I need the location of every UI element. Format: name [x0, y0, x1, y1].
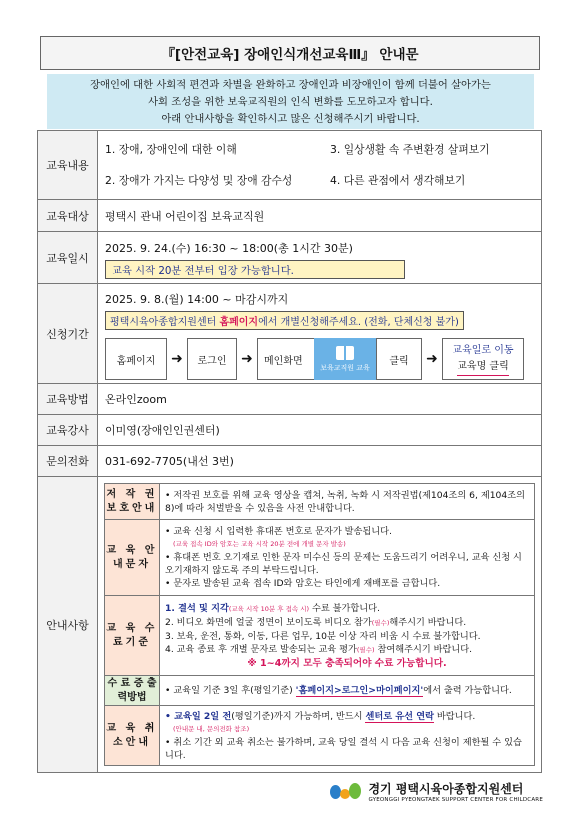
- criteria-text: 수료 불가합니다.: [309, 602, 380, 614]
- step-login: 로그인: [187, 338, 237, 380]
- date-value: 2025. 9. 24.(수) 16:30 ~ 18:00(총 1시간 30분): [105, 242, 353, 255]
- topic-item: 2. 장애가 가지는 다양성 및 장애 감수성: [105, 174, 293, 187]
- instructor-label: 교육강사: [38, 415, 98, 446]
- method-value: 온라인zoom: [98, 384, 542, 415]
- cancel-text: 바랍니다.: [434, 710, 476, 722]
- arrow-right-icon: ➜: [426, 351, 438, 367]
- certificate-path: '홈페이지>로그인>마이페이지': [295, 685, 424, 696]
- arrow-right-icon: ➜: [241, 351, 253, 367]
- step-course: [442, 338, 524, 380]
- topic-item: 4. 다른 관점에서 생각해보기: [330, 174, 466, 187]
- topic-item: 1. 장애, 장애인에 대한 이해: [105, 143, 237, 156]
- criteria-line: [165, 616, 529, 630]
- cancel-strong: • 교육일 2일 전: [165, 710, 232, 722]
- apply-deadline: 2025. 9. 8.(월) 14:00 ~ 마감시까지: [105, 293, 289, 306]
- certificate-text: • 교육일 기준 3일 후(평일기준): [165, 685, 296, 696]
- contact-label: 문의전화: [38, 446, 98, 477]
- criteria-small: (필수): [371, 618, 390, 627]
- step-click: 클릭: [377, 338, 422, 380]
- content-label: 교육내용: [38, 131, 98, 200]
- target-value: 평택시 관내 어린이집 보육교직원: [98, 200, 542, 232]
- copyright-label: 저 작 권 보호안내: [105, 484, 160, 520]
- sms-line: • 교육 신청 시 입력한 휴대폰 번호로 문자가 발송됩니다.: [165, 526, 392, 537]
- step-main: [257, 338, 377, 380]
- criteria-line: [165, 643, 529, 657]
- intro-line: 사회 조성을 위한 보육교직원의 인식 변화를 도모하고자 합니다.: [148, 96, 433, 108]
- info-table: [37, 130, 542, 773]
- intro-box: [47, 74, 534, 129]
- certificate-text: 에서 출력 가능합니다.: [423, 685, 512, 696]
- intro-line: 아래 안내사항을 확인하시고 많은 신청해주시기 바랍니다.: [161, 113, 420, 125]
- criteria-small: (필수): [356, 645, 375, 654]
- criteria-line: 3. 보육, 운전, 통화, 이동, 다른 업무, 10분 이상 자리 비움 시 수료 불가합니다.: [165, 630, 481, 642]
- notice-table: [104, 483, 535, 766]
- topic-item: 3. 일상생활 속 주변환경 살펴보기: [330, 143, 490, 156]
- footer-name: 경기 평택시육아종합지원센터: [368, 782, 524, 796]
- contact-value: 031-692-7705(내선 3번): [98, 446, 542, 477]
- footer-sub: GYEONGGI PYEONGTAEK SUPPORT CENTER FOR CHILDCARE: [368, 797, 543, 803]
- apply-note-text: 에서 개별신청해주세요. (전화, 단체신청 불가): [258, 317, 459, 328]
- cancel-strong: 센터로 유선 연락: [365, 710, 435, 722]
- criteria-small: (교육 시작 10분 후 접속 시): [228, 604, 310, 613]
- step-homepage: 홈페이지: [105, 338, 167, 380]
- criteria-text: 2. 비디오 화면에 얼굴 정면이 보이도록 비디오 참가: [165, 616, 372, 628]
- cancel-line: [165, 710, 529, 723]
- criteria-label: 교 육 수료기준: [105, 596, 160, 676]
- book-icon: [336, 346, 354, 360]
- certificate-label: 수 료 증 출력방법: [105, 676, 160, 706]
- homepage-link[interactable]: 홈페이지: [219, 317, 259, 328]
- step-course-line: 교육일로 이동: [452, 344, 514, 356]
- sms-small: (교육 접속 ID와 암호는 교육 시작 20분 전에 개별 문자 발송): [173, 540, 346, 548]
- notice-label: 안내사항: [38, 477, 98, 773]
- cancel-label: 교 육 취소안내: [105, 706, 160, 766]
- cancel-text: (평일기준)까지 가능하며, 반드시: [231, 710, 366, 722]
- staff-education-tile: [314, 338, 376, 380]
- step-course-line: 교육명 클릭: [457, 359, 508, 376]
- date-label: 교육일시: [38, 232, 98, 284]
- content-value: [98, 131, 542, 200]
- copyright-text: • 저작권 보호를 위해 교육 영상을 캡쳐, 녹취, 녹화 시 저작권법(제104조의 6, 제104조의 8)에 따라 처벌받을 수 있음을 사전 안내합니다.: [160, 484, 535, 520]
- criteria-warning: ※ 1~4까지 모두 충족되어야 수료 가능합니다.: [247, 657, 447, 669]
- sms-label: 교 육 안내문자: [105, 520, 160, 596]
- criteria-strong: 1. 결석 및 지각: [165, 602, 229, 614]
- cancel-small: (안내문 내, 문의전화 참조): [173, 724, 250, 733]
- criteria-text: 4. 교육 종료 후 개별 문자로 발송되는 교육 평가: [165, 643, 357, 655]
- instructor-value: 이미영(장애인인권센터): [98, 415, 542, 446]
- sms-line: • 문자로 발송된 교육 접속 ID와 암호는 타인에게 재배포를 금합니다.: [165, 578, 441, 589]
- criteria-text: 참여해주시기 바랍니다.: [374, 643, 473, 655]
- intro-line: 장애인에 대한 사회적 편견과 차별을 완화하고 장애인과 비장애인이 함께 더불어 살아가는: [90, 79, 491, 91]
- apply-label: 신청기간: [38, 284, 98, 384]
- apply-note-text: 평택시육아종합지원센터: [110, 317, 220, 328]
- apply-note: [105, 311, 464, 330]
- arrow-right-icon: ➜: [171, 351, 183, 367]
- footer: [330, 780, 543, 803]
- cancel-line: • 취소 기간 외 교육 취소는 불가하며, 교육 당일 결석 시 다음 교육 신청이 제한될 수 있습니다.: [165, 736, 522, 761]
- criteria-line: [165, 602, 529, 616]
- step-main-label: 메인화면: [264, 355, 303, 367]
- criteria-text: 해주시기 바랍니다.: [389, 616, 467, 628]
- method-label: 교육방법: [38, 384, 98, 415]
- center-logo-icon: [330, 781, 362, 803]
- tile-label: 보육교직원 교육: [320, 363, 370, 372]
- entry-note: 교육 시작 20분 전부터 입장 가능합니다.: [105, 260, 405, 279]
- page-title: 『[안전교육] 장애인식개선교육Ⅲ』 안내문: [40, 36, 540, 70]
- target-label: 교육대상: [38, 200, 98, 232]
- apply-steps: [105, 338, 534, 380]
- sms-line: • 휴대폰 번호 오기재로 인한 문자 미수신 등의 문제는 도움드리기 어려우니, 교육 신청 시 오기재하지 않도록 주의 부탁드립니다.: [165, 552, 522, 576]
